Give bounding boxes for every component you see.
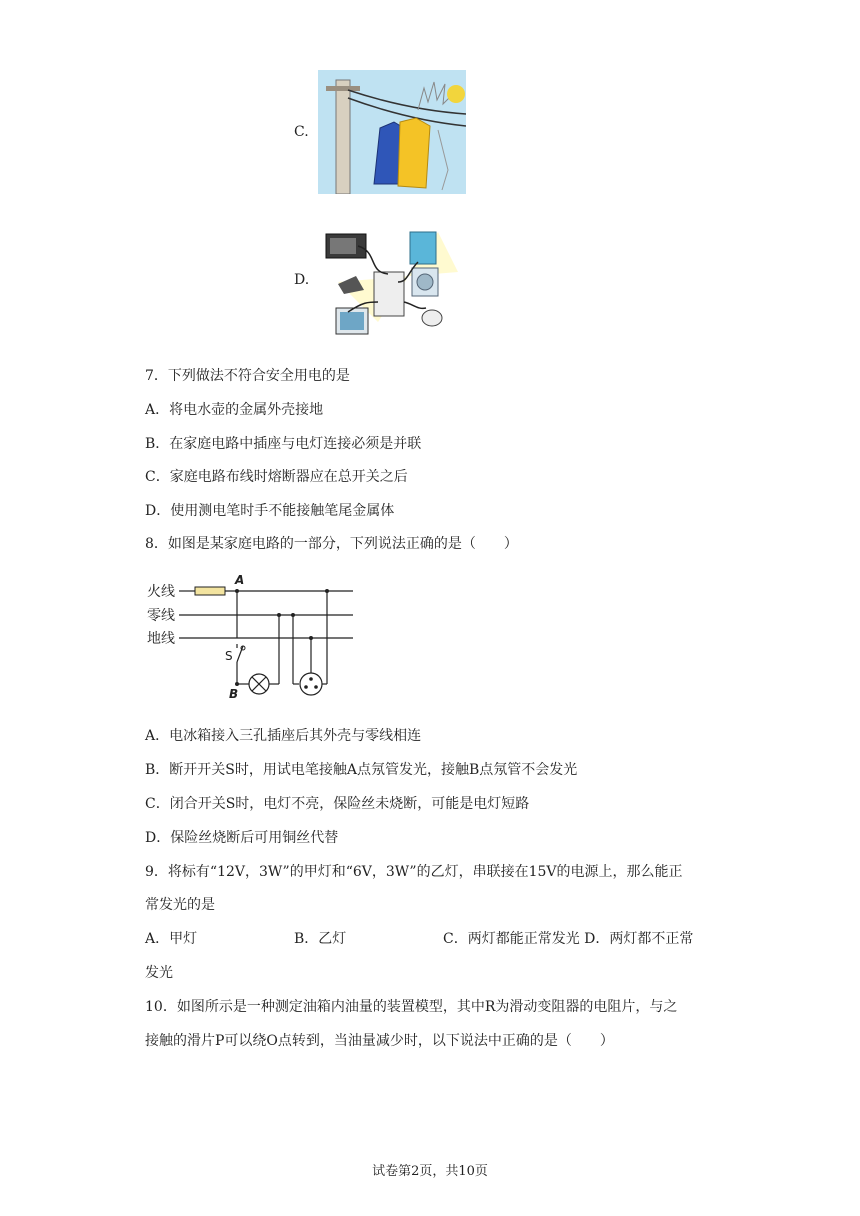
neutral-wire-label: 零线 (147, 608, 175, 624)
option-c-label: C. (294, 124, 309, 140)
household-circuit-diagram (145, 572, 360, 702)
switch-s-label: S (225, 649, 233, 663)
live-wire-label: 火线 (147, 584, 175, 600)
q7-stem: 7．下列做法不符合安全用电的是 (145, 368, 350, 384)
q9-option-cd-continued: 发光 (145, 965, 173, 981)
q9-option-b: B．乙灯 (294, 931, 347, 947)
q8-option-c: C．闭合开关S时，电灯不亮，保险丝未烧断，可能是电灯短路 (145, 796, 530, 812)
q8-stem: 8．如图是某家庭电路的一部分，下列说法正确的是（ ） (145, 536, 518, 552)
q7-option-b: B．在家庭电路中插座与电灯连接必须是并联 (145, 436, 422, 452)
q7-option-d: D．使用测电笔时手不能接触笔尾金属体 (145, 503, 395, 519)
option-d-label: D. (294, 272, 310, 288)
ground-wire-label: 地线 (147, 631, 175, 647)
q7-option-a: A．将电水壶的金属外壳接地 (145, 402, 324, 418)
point-b-label: B (229, 687, 239, 701)
q9-option-a: A．甲灯 (145, 931, 198, 947)
q8-option-d: D．保险丝烧断后可用铜丝代替 (145, 830, 339, 846)
q8-option-a: A．电冰箱接入三孔插座后其外壳与零线相连 (145, 728, 422, 744)
clothesline-on-power-wire-image (318, 70, 466, 194)
point-a-label: A (235, 573, 245, 587)
q9-stem-line1: 9．将标有“12V，3W”的甲灯和“6V，3W”的乙灯，串联接在15V的电源上，那么能正 (145, 864, 683, 880)
q7-option-c: C．家庭电路布线时熔断器应在总开关之后 (145, 469, 408, 485)
q9-option-cd: C．两灯都能正常发光 D．两灯都不正常 (443, 931, 694, 947)
q10-stem-line2: 接触的滑片P可以绕O点转到，当油量减少时，以下说法中正确的是（ ） (145, 1033, 614, 1049)
q10-stem-line1: 10．如图所示是一种测定油箱内油量的装置模型，其中R为滑动变阻器的电阻片，与之 (145, 999, 678, 1015)
overloaded-socket-image (318, 212, 466, 346)
page-footer: 试卷第2页，共10页 (372, 1164, 488, 1179)
q8-option-b: B．断开开关S时，用试电笔接触A点氖管发光，接触B点氖管不会发光 (145, 762, 578, 778)
q9-stem-line2: 常发光的是 (145, 897, 215, 913)
